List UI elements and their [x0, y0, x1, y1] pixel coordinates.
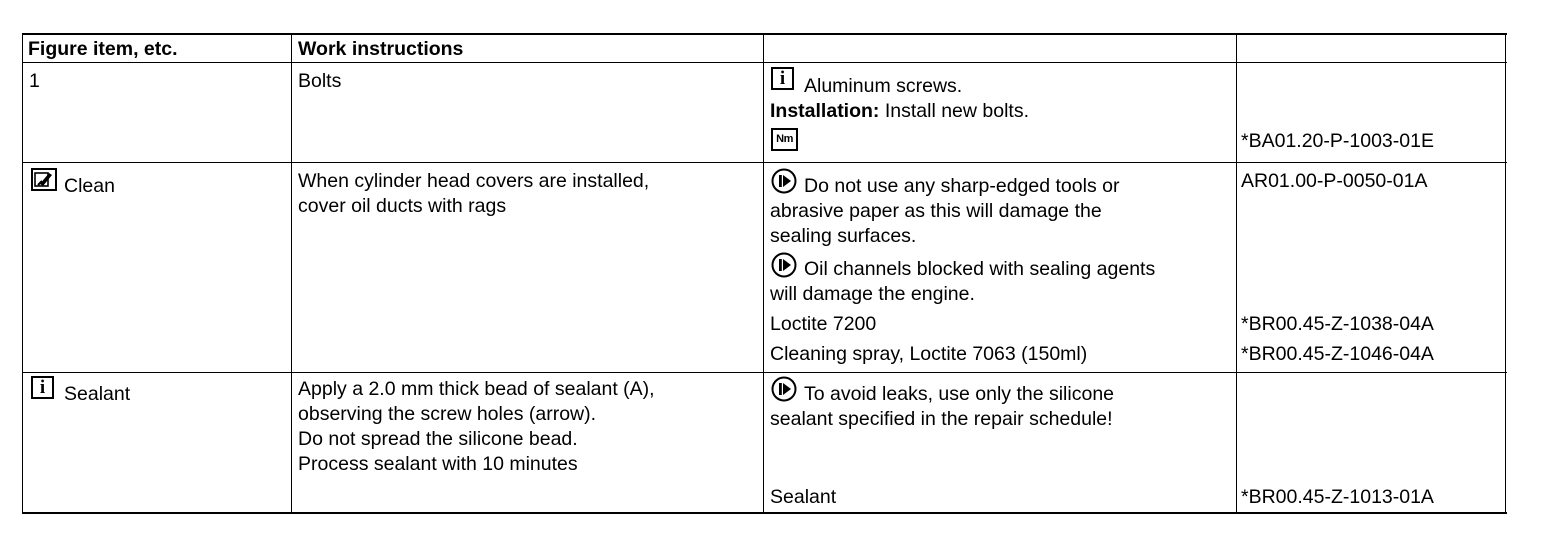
- table-border-bottom: [22, 512, 1507, 514]
- installation-note: [770, 99, 1029, 124]
- warning-icon: [771, 376, 797, 402]
- installation-text: Install new bolts.: [879, 100, 1029, 122]
- figure-item-label: Clean: [64, 175, 115, 197]
- reference-code: *BR00.45-Z-1046-04A: [1241, 343, 1434, 365]
- warning-text: Oil channels blocked with sealing agents: [804, 258, 1156, 280]
- column-divider: [1505, 33, 1506, 514]
- material-name: Sealant: [770, 486, 837, 508]
- warning-text: sealant specified in the repair schedule!: [770, 408, 1113, 430]
- header-figure-item: Figure item, etc.: [28, 38, 178, 60]
- reference-code: *BA01.20-P-1003-01E: [1241, 130, 1434, 152]
- info-icon: [771, 67, 794, 90]
- warning-icon: [771, 168, 797, 194]
- torque-symbol: Nm: [776, 133, 793, 145]
- column-divider: [22, 33, 23, 514]
- info-icon: [31, 376, 54, 399]
- row-divider: [22, 162, 1507, 163]
- warning-text: will damage the engine.: [770, 283, 975, 305]
- info-symbol: i: [39, 377, 46, 398]
- figure-item-number: 1: [29, 70, 40, 92]
- instruction-text: Process sealant with 10 minutes: [298, 453, 578, 475]
- column-divider: [1236, 33, 1237, 514]
- reference-code: *BR00.45-Z-1038-04A: [1241, 313, 1434, 335]
- warning-text: Do not use any sharp-edged tools or: [804, 175, 1120, 197]
- warning-text: abrasive paper as this will damage the: [770, 200, 1102, 222]
- material-name: Cleaning spray, Loctite 7063 (150ml): [770, 343, 1088, 365]
- info-symbol: i: [779, 68, 786, 89]
- torque-icon: [771, 128, 798, 151]
- warning-text: sealing surfaces.: [770, 225, 917, 247]
- warning-icon: [771, 252, 797, 278]
- row-divider: [22, 372, 1507, 373]
- instruction-text: When cylinder head covers are installed,: [298, 170, 650, 192]
- column-divider: [763, 33, 764, 514]
- material-name: Loctite 7200: [770, 313, 877, 335]
- instruction-text: Do not spread the silicone bead.: [298, 428, 578, 450]
- table-border-top: [22, 33, 1507, 35]
- note-text: Aluminum screws.: [804, 75, 963, 97]
- clean-icon: [31, 168, 57, 191]
- header-divider: [22, 62, 1507, 63]
- warning-text: To avoid leaks, use only the silicone: [804, 383, 1115, 405]
- reference-code: AR01.00-P-0050-01A: [1241, 170, 1428, 192]
- instruction-text: Bolts: [298, 70, 342, 92]
- reference-code: *BR00.45-Z-1013-01A: [1241, 486, 1434, 508]
- instruction-text: Apply a 2.0 mm thick bead of sealant (A),: [298, 378, 655, 400]
- installation-label: Installation:: [770, 100, 880, 122]
- header-work-instructions: Work instructions: [298, 38, 464, 60]
- column-divider: [291, 33, 292, 514]
- instruction-text: cover oil ducts with rags: [298, 195, 507, 217]
- instruction-text: observing the screw holes (arrow).: [298, 403, 597, 425]
- figure-item-label: Sealant: [64, 383, 131, 405]
